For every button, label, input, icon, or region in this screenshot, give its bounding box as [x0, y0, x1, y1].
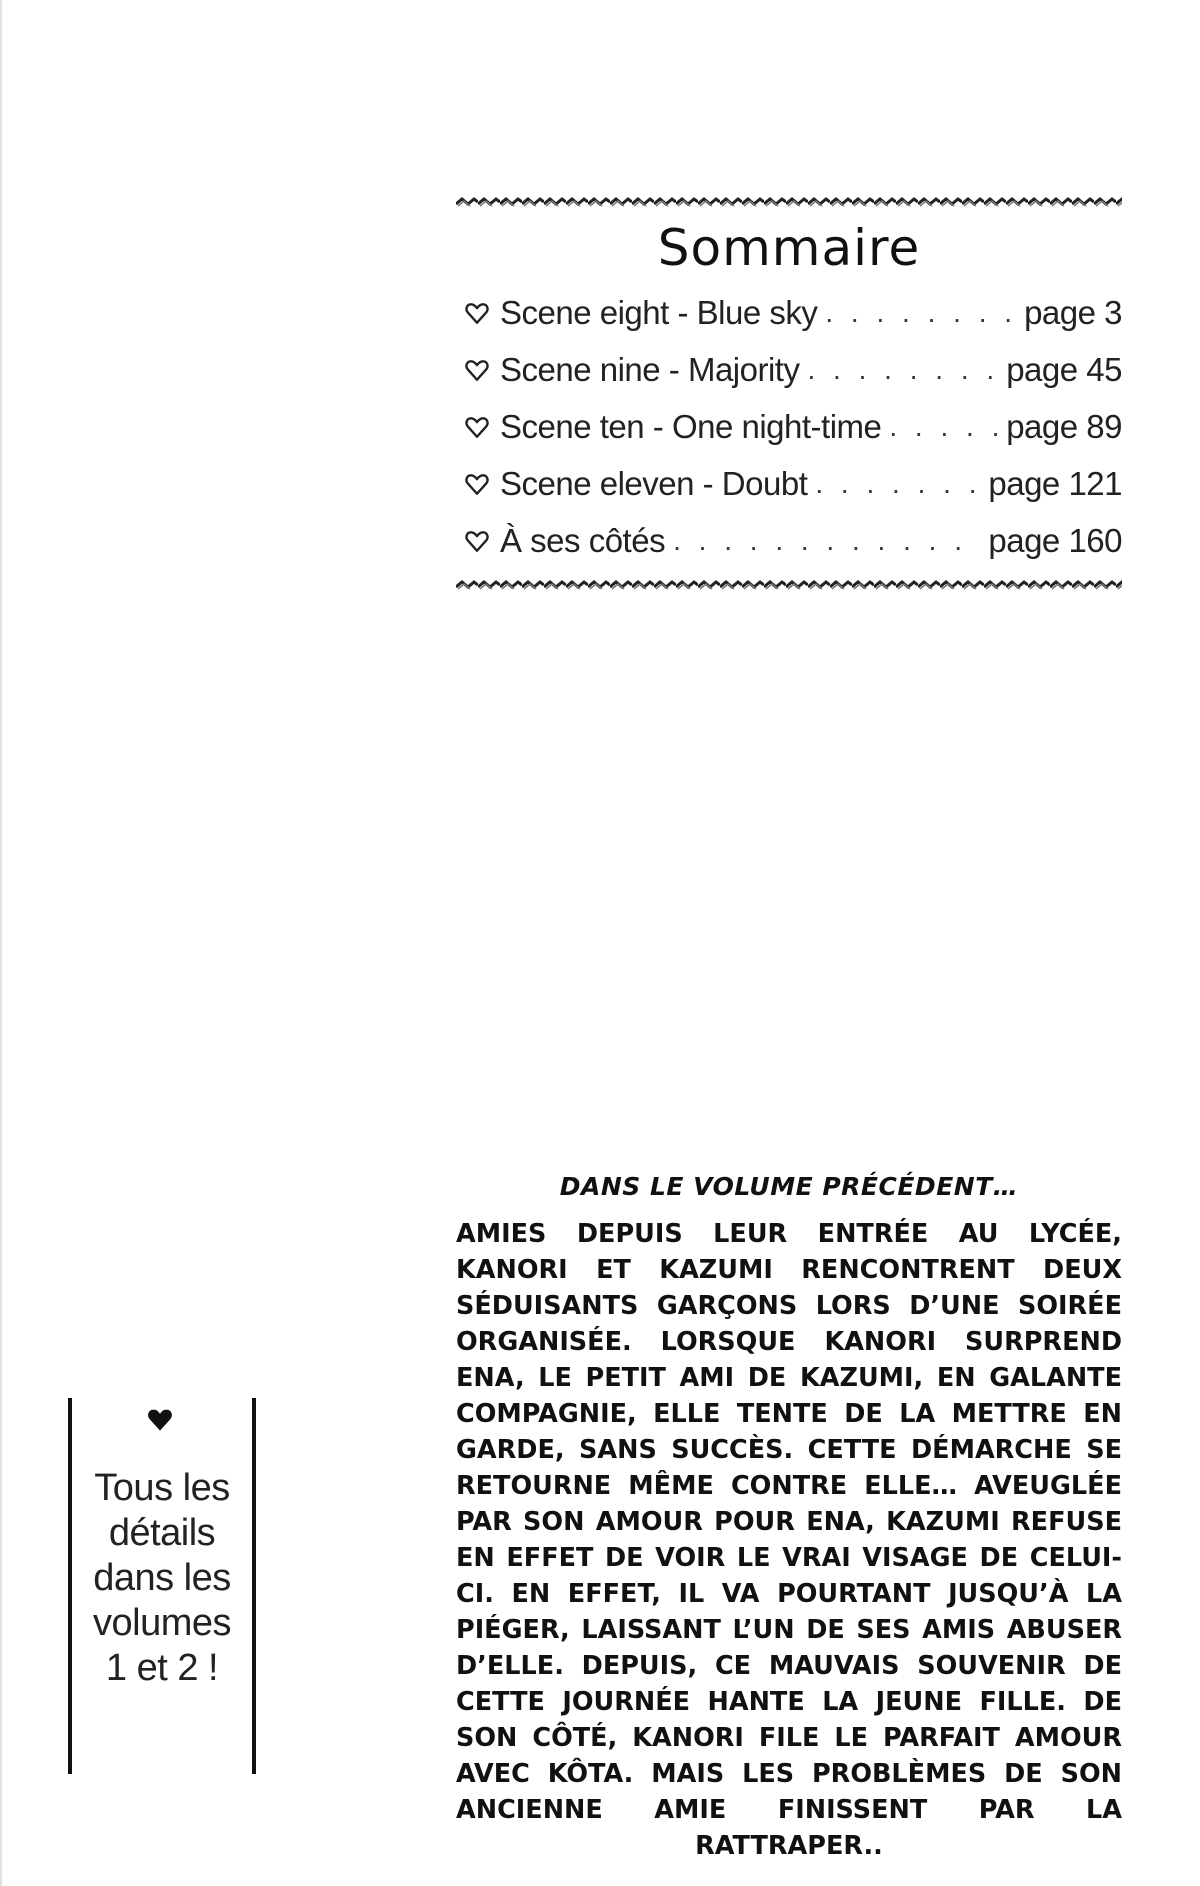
- heart-outline-icon: [464, 300, 490, 326]
- table-of-contents: [456, 196, 1122, 591]
- previous-volume-summary: [456, 1170, 1122, 1864]
- toc-item-page: page 45: [1006, 350, 1122, 388]
- toc-item[interactable]: [456, 512, 1122, 569]
- toc-item[interactable]: [456, 455, 1122, 512]
- toc-item-label: Scene eight - Blue sky: [500, 293, 818, 331]
- toc-title: Sommaire: [657, 219, 921, 277]
- toc-item[interactable]: [456, 284, 1122, 341]
- side-note-right-rule: [252, 1398, 256, 1774]
- toc-item-page: page 89: [1006, 407, 1122, 445]
- dot-leader: [673, 525, 980, 557]
- toc-item-label: À ses côtés: [500, 521, 666, 559]
- heart-solid-icon: [146, 1406, 174, 1432]
- toc-item-page: page 3: [1024, 293, 1122, 331]
- side-note: [68, 1398, 256, 1774]
- dot-leader: [815, 468, 980, 500]
- side-note-text: Tous les détails dans les volumes 1 et 2 !: [93, 1467, 231, 1689]
- toc-item-page: page 121: [988, 464, 1122, 502]
- page-edge: [0, 0, 3, 1886]
- top-zigzag-border: [456, 196, 1122, 208]
- heart-outline-icon: [464, 471, 490, 497]
- toc-item[interactable]: [456, 398, 1122, 455]
- side-note-left-rule: [68, 1398, 72, 1774]
- summary-body: AMIES DEPUIS LEUR ENTRÉE AU LYCÉE, KANORI ET KAZUMI RENCONTRENT DEUX SÉDUISANTS GARÇONS LORS D’UNE SOIRÉE ORGANISÉE. LORSQUE KANORI SURPREND ENA, LE PETIT AMI DE KAZUMI, EN GALANTE COMPAGNIE, ELLE TENTE DE LA METTRE EN GARDE, SANS SUCCÈS. CETTE DÉMARCHE SE RETOURNE MÊME CONTRE ELLE… AVEUGLÉE PAR SON AMOUR POUR ENA, KAZUMI REFUSE EN EFFET DE VOIR LE VRAI VISAGE DE CELUI-CI. EN EFFET, IL VA POURTANT JUSQU’À LA PIÉGER, LAISSANT L’UN DE SES AMIS ABUSER D’ELLE. DEPUIS, CE MAUVAIS SOUVENIR DE CETTE JOURNÉE HANTE LA JEUNE FILLE. DE SON CÔTÉ, KANORI FILE LE PARFAIT AMOUR AVEC KÔTA. MAIS LES PROBLÈMES DE SON ANCIENNE AMIE FINISSENT PAR LA RATTRAPER..: [456, 1219, 1122, 1861]
- toc-item-page: page 160: [988, 521, 1122, 559]
- toc-list: [456, 284, 1122, 569]
- toc-item-label: Scene nine - Majority: [500, 350, 800, 388]
- bottom-zigzag-border: [456, 579, 1122, 591]
- heart-outline-icon: [464, 357, 490, 383]
- dot-leader: [889, 411, 998, 443]
- toc-item-label: Scene eleven - Doubt: [500, 464, 808, 502]
- heart-outline-icon: [464, 528, 490, 554]
- toc-item-label: Scene ten - One night-time: [500, 407, 882, 445]
- dot-leader: [807, 354, 998, 386]
- toc-item[interactable]: [456, 341, 1122, 398]
- summary-heading: DANS LE VOLUME PRÉCÉDENT…: [559, 1172, 1019, 1201]
- heart-outline-icon: [464, 414, 490, 440]
- dot-leader: [825, 297, 1016, 329]
